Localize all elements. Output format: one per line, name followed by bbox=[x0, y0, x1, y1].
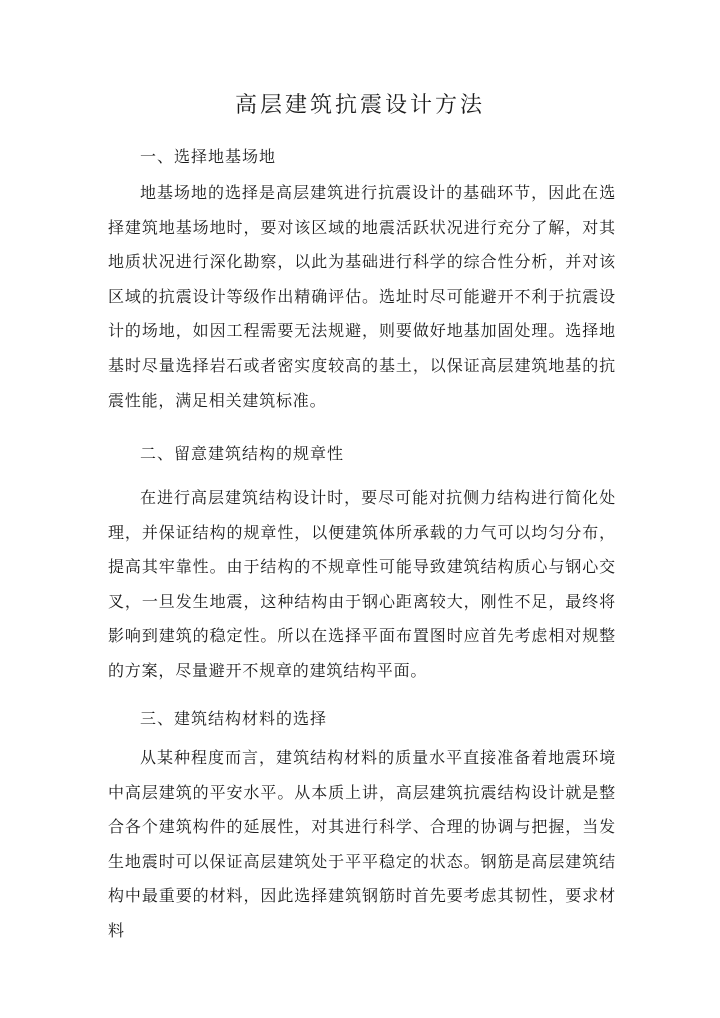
section-heading-3: 三、建筑结构材料的选择 bbox=[140, 709, 328, 728]
section-heading-2: 二、留意建筑结构的规章性 bbox=[140, 444, 345, 463]
section-paragraph-3: 从某种程度而言，建筑结构材料的质量水平直接准备着地震环境中高层建筑的平安水平。从本质上讲，高层建筑抗震结构设计就是整合各个建筑构件的延展性，对其进行科学、合理的协调与把握，当发生地震时可以保证高层建筑处于平平稳定的状态。钢筋是高层建筑结构中最重要的材料，因此选择建筑钢筋时首先要考虑其韧性，要求材料 bbox=[108, 748, 616, 940]
section-paragraph-2: 在进行高层建筑结构设计时，要尽可能对抗侧力结构进行简化处理，并保证结构的规章性，以便建筑体所承载的力气可以均匀分布，提高其牢靠性。由于结构的不规章性可能导致建筑结构质心与钢心交叉，一旦发生地震，这种结构由于钢心距离较大，刚性不足，最终将影响到建筑的稳定性。所以在选择平面布置图时应首先考虑相对规整的方案，尽量避开不规章的建筑结构平面。 bbox=[108, 488, 616, 680]
section-paragraph-1: 地基场地的选择是高层建筑进行抗震设计的基础环节，因此在选择建筑地基场地时，要对该区域的地震活跃状况进行充分了解，对其地质状况进行深化勘察，以此为基础进行科学的综合性分析，并对该区域的抗震设计等级作出精确评估。选址时尽可能避开不利于抗震设计的场地，如因工程需要无法规避，则要做好地基加固处理。选择地基时尽量选择岩石或者密实度较高的基土，以保证高层建筑地基的抗震性能，满足相关建筑标准。 bbox=[108, 183, 616, 410]
section-heading-1: 一、选择地基场地 bbox=[140, 147, 277, 166]
document-title: 高层建筑抗震设计方法 bbox=[234, 93, 485, 118]
